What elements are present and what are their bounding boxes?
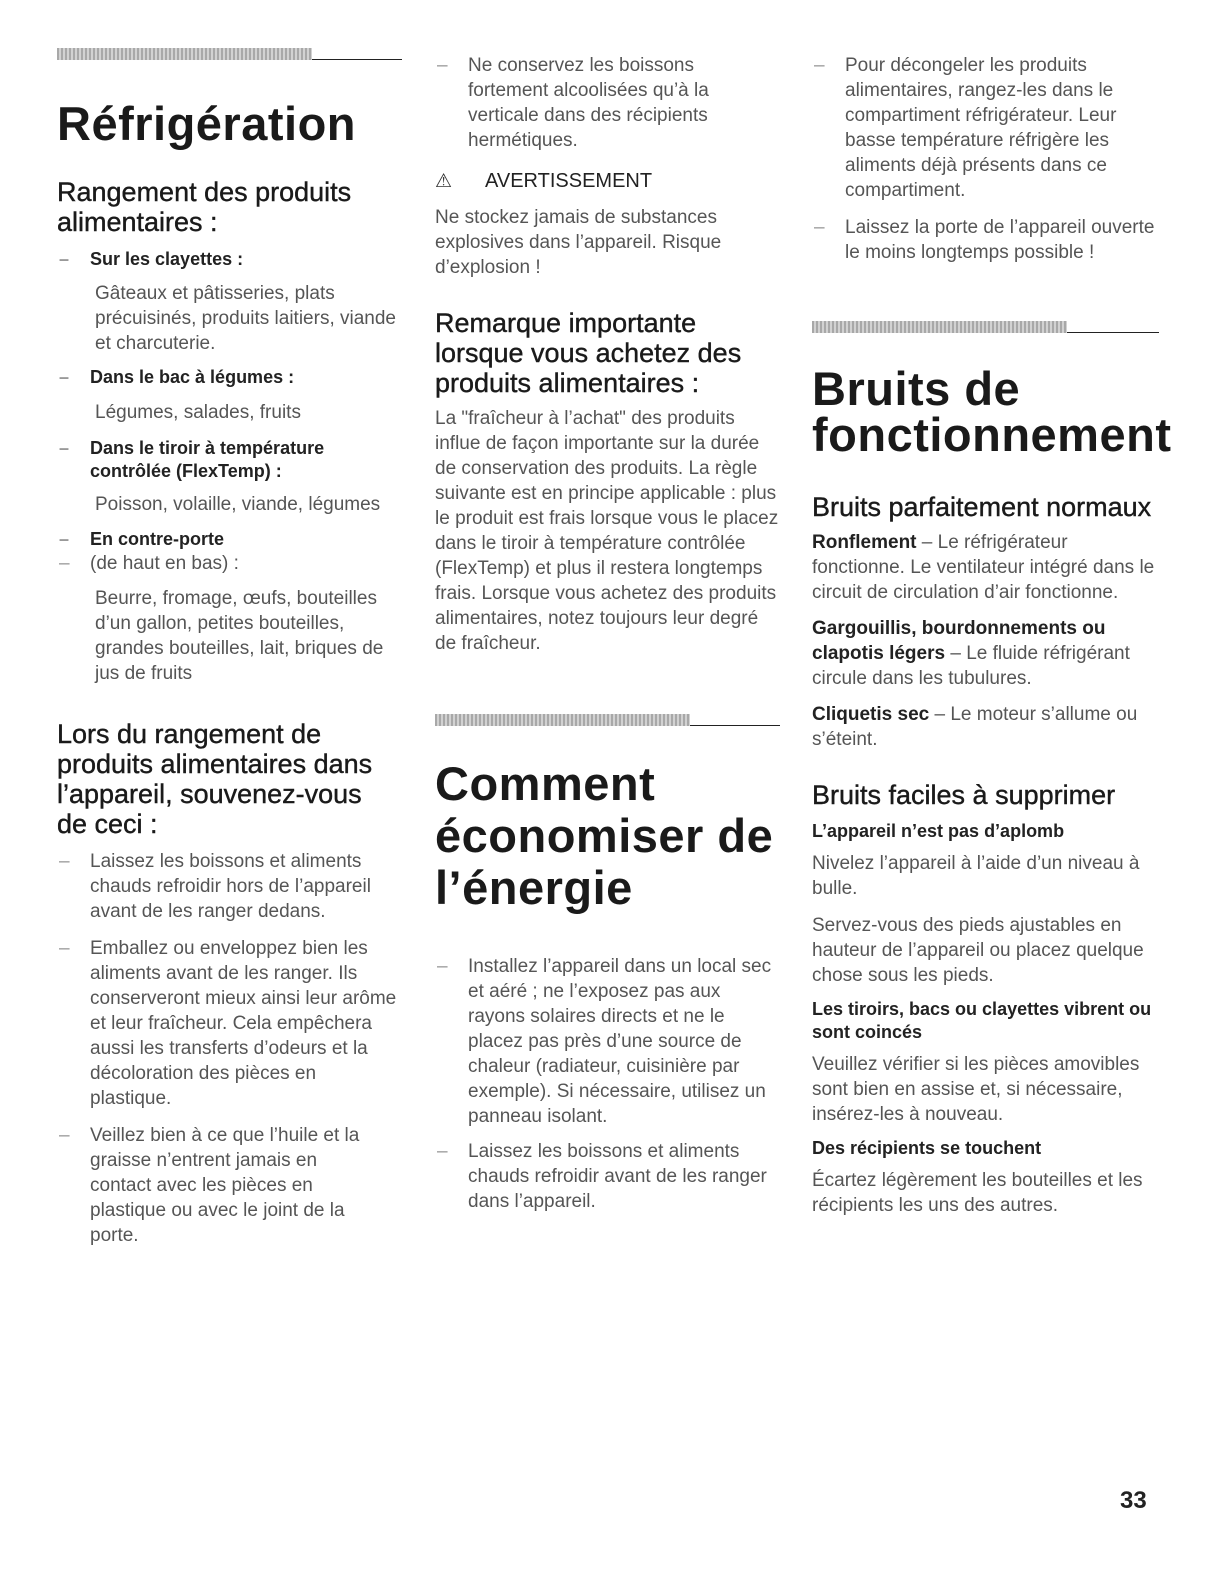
storage-label-door: – En contre-porte: [57, 528, 402, 551]
easy-noise-label: Les tiroirs, bacs ou clayettes vibrent ou sont coincés: [812, 999, 1152, 1042]
column-3: [812, 0, 1172, 1218]
energy-item: – Laissez la porte de l’appareil ouverte le moins longtemps possible !: [812, 215, 1159, 265]
storage-label-flextemp: – Dans le tiroir à température contrôlée (FlexTemp) :: [57, 437, 402, 483]
energy-item: – Laissez les boissons et aliments chauds refroidir avant de les ranger dans l’appareil.: [435, 1139, 780, 1214]
energy-item: – Installez l’appareil dans un local sec et aéré ; ne l’exposez pas aux rayons solaires directs et ne le placez pas près d’une source de chaleur (radiateur, cuisinière par exemple). Si nécessaire, utilisez un panneau isolant.: [435, 954, 780, 1129]
energy-item: – Pour décongeler les produits alimentaires, rangez-les dans le compartiment réfrigérateur. Leur basse température réfrigère les aliments déjà présents dans ce compartiment.: [812, 53, 1159, 203]
energy-title: Comment économiser de l’énergie: [435, 757, 774, 914]
refrigeration-title: Réfrigération: [57, 97, 356, 150]
noise-item: Gargouillis, bourdonnements ou clapotis légers – Le fluide réfrigérant circule dans les tubulures.: [812, 618, 1130, 689]
storage-label-shelves: – Sur les clayettes :: [57, 248, 402, 271]
column-2: [435, 0, 780, 1214]
storage-heading: Rangement des produits alimentaires :: [57, 177, 352, 237]
column-1: [57, 0, 402, 1248]
storage-text-door: Beurre, fromage, œufs, bouteilles d’un gallon, petites bouteilles, grandes bouteilles, lait, briques de jus de fruits: [95, 588, 384, 684]
page-number: 33: [1120, 1487, 1147, 1514]
noise-label: Ronflement: [812, 532, 917, 553]
storage-sublabel-text: (de haut en bas) :: [90, 553, 239, 574]
section-rule: [812, 316, 1159, 333]
remember-item: – Veillez bien à ce que l’huile et la graisse n’entrent jamais en contact avec les pièces en plastique ou avec le joint de la porte.: [57, 1123, 402, 1248]
noise-item: Ronflement – Le réfrigérateur fonctionne. Le ventilateur intégré dans le circuit de circulation d’air fonctionne.: [812, 532, 1155, 603]
storage-text-shelves: Gâteaux et pâtisseries, plats précuisinés, produits laitiers, viande et charcuterie.: [95, 283, 396, 354]
easy-noise-text: Nivelez l’appareil à l’aide d’un niveau à bulle.: [812, 853, 1140, 899]
noises-title: Bruits de fonctionnement: [812, 362, 1172, 461]
easy-noise-text: Veuillez vérifier si les pièces amovibles sont bien en assise et, si nécessaire, insérez-les à nouveau.: [812, 1054, 1140, 1125]
noise-label: Gargouillis, bourdonnements ou clapotis légers: [812, 618, 1106, 664]
warning-title: AVERTISSEMENT: [485, 170, 653, 192]
warning-icon: ⚠: [435, 171, 453, 192]
easy-noise-label: L’appareil n’est pas d’aplomb: [812, 821, 1065, 841]
noise-text: Le réfrigérateur fonctionne. Le ventilateur intégré dans le circuit de circulation d’air fonctionne.: [812, 532, 1155, 603]
storage-sublabel-door: [57, 551, 402, 576]
purchase-text: La "fraîcheur à l’achat" des produits influe de façon importante sur la durée de conservation des produits. La règle suivante est en principe applicable : plus le produit est frais lorsque vous le placez dans le tiroir à température contrôlée (FlexTemp) et plus il restera longtemps frais. Lorsque vous achetez des produits alimentaires, notez toujours leur degré de fraîcheur.: [435, 408, 779, 654]
easy-noise-label: Des récipients se touchent: [812, 1138, 1042, 1158]
easy-noise-text: Servez-vous des pieds ajustables en hauteur de l’appareil ou placez quelque chose sous les pieds.: [812, 915, 1144, 986]
warning-text: Ne stockez jamais de substances explosives dans l’appareil. Risque d’explosion !: [435, 207, 722, 278]
storage-text-crisper: Légumes, salades, fruits: [95, 402, 301, 423]
purchase-heading: Remarque importante lorsque vous achetez des produits alimentaires :: [435, 308, 742, 398]
easy-noises-heading: Bruits faciles à supprimer: [812, 780, 1116, 810]
noise-label: Cliquetis sec: [812, 704, 930, 725]
remember-item: – Emballez ou enveloppez bien les aliments avant de les ranger. Ils conserveront mieux ainsi leur arôme et leur fraîcheur. Cela empêchera aussi les transferts d’odeurs et la décoloration des pièces en plastique.: [57, 936, 402, 1111]
storage-label-crisper: – Dans le bac à légumes :: [57, 366, 402, 389]
storage-text-flextemp: Poisson, volaille, viande, légumes: [95, 494, 381, 515]
noise-text: Le fluide réfrigérant circule dans les tubulures.: [812, 643, 1130, 689]
easy-noise-text: Écartez légèrement les bouteilles et les récipients les uns des autres.: [812, 1170, 1143, 1216]
remember-item: – Laissez les boissons et aliments chauds refroidir hors de l’appareil avant de les ranger dedans.: [57, 849, 402, 924]
alcohol-item: – Ne conservez les boissons fortement alcoolisées qu’à la verticale dans des récipients hermétiques.: [435, 53, 780, 153]
section-rule: [57, 43, 402, 60]
section-rule: [435, 709, 780, 726]
noise-item: Cliquetis sec – Le moteur s’allume ou s’éteint.: [812, 704, 1138, 750]
warning-title-line: [435, 168, 780, 195]
normal-noises-heading: Bruits parfaitement normaux: [812, 492, 1152, 522]
noise-text: Le moteur s’allume ou s’éteint.: [812, 704, 1138, 750]
remember-heading: Lors du rangement de produits alimentaires dans l’appareil, souvenez-vous de ceci :: [57, 719, 373, 839]
